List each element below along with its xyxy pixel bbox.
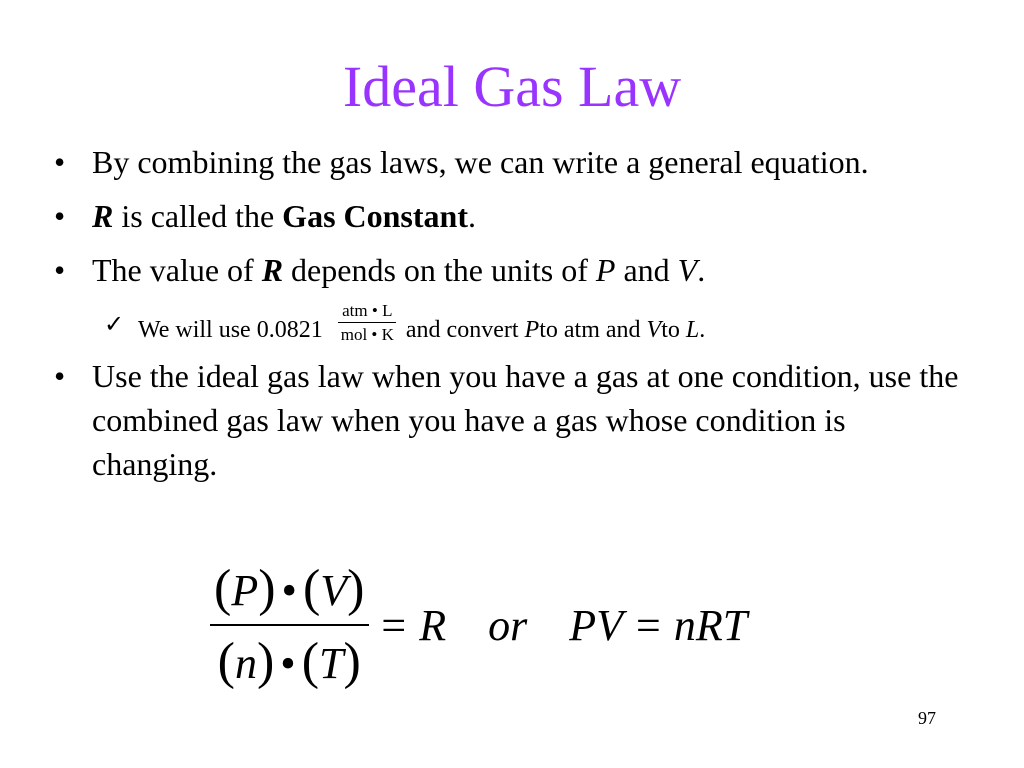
eq-v: V [320,566,348,615]
eq-pv-nrt: PV = nRT [569,600,748,650]
r-symbol: R [261,252,284,288]
sub-text: and convert [405,317,519,343]
bullet-text: and [615,252,678,288]
bullet-dot: • [54,252,66,288]
bullet-text: Use the ideal gas law when you have a gas at one condition, use the combined gas law when you have a gas whose condition is changing. [92,358,959,482]
equation-numerator: (P) • (V) [210,559,369,626]
bullet-dot: • [54,144,66,180]
bullet-dot: • [54,198,66,234]
unit-denominator: mol • K [340,325,394,344]
eq-dot: • [280,639,296,688]
page-number: 97 [918,708,936,728]
bullet-dot: • [54,358,66,394]
bullet-text: By combining the gas laws, we can write a general equation. [92,144,869,180]
bullet-list [54,140,974,496]
v-symbol: V [677,252,698,288]
p-symbol: P [595,252,616,288]
eq-or: or [488,600,528,650]
bullet-combining-laws [54,140,974,184]
sub-text: We will use 0.0821 [138,317,323,343]
checkmark-icon: ✓ [104,312,125,338]
bullet-text-end: . [697,252,706,288]
r-symbol: R [92,198,114,234]
eq-equals-r: = R [378,600,447,650]
unit-numerator: atm • L [338,302,396,323]
bullet-text: is called the [113,198,283,234]
sub-bullet-line [138,301,706,351]
eq-t: T [319,639,344,688]
unit-fraction [337,302,398,343]
sub-text: to [661,317,680,343]
equation-fraction [210,559,369,691]
sub-text: to atm and [539,317,641,343]
bullet-text-end: . [467,198,476,234]
ideal-gas-equation [210,560,747,690]
equation-denominator: (n) • (T) [217,633,361,690]
gas-constant-term: Gas Constant [282,198,468,234]
eq-dot: • [281,566,297,615]
bullet-when-to-use [54,354,974,486]
bullet-text: The value of [92,252,262,288]
v-symbol: V [646,317,662,343]
sub-bullet-units [54,296,974,350]
bullet-text: depends on the units of [283,252,596,288]
bullet-gas-constant [54,194,974,238]
bullet-value-of-r [54,248,974,292]
sub-text-end: . [699,317,706,343]
eq-p: P [231,566,259,615]
slide-title: Ideal Gas Law [342,54,682,119]
l-symbol: L [685,317,700,343]
p-symbol: P [524,317,540,343]
eq-n: n [234,639,257,688]
